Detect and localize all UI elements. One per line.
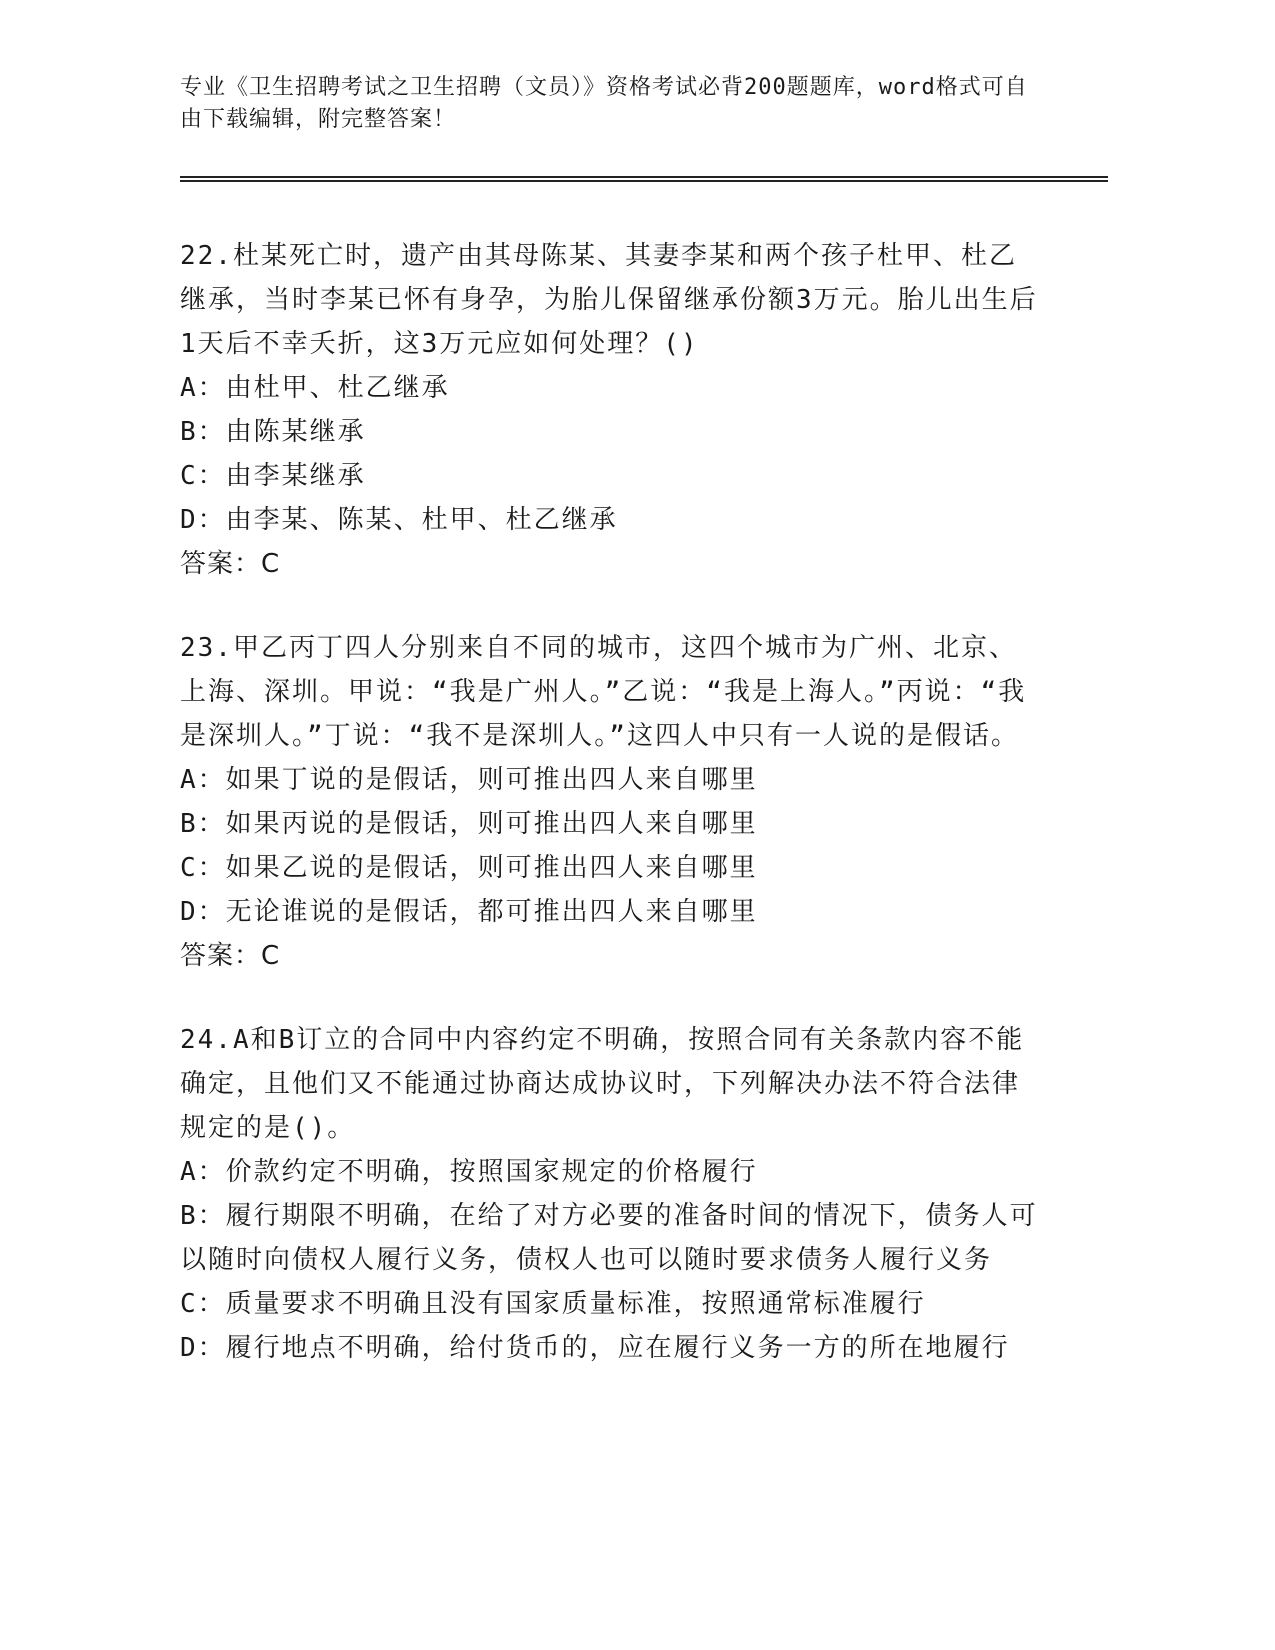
option-a: A：如果丁说的是假话，则可推出四人来自哪里 — [180, 765, 758, 795]
answer-line: 答案：C — [180, 549, 281, 579]
option-d: D：由李某、陈某、杜甲、杜乙继承 — [180, 505, 618, 535]
question-22 — [180, 234, 1040, 586]
answer-line: 答案：C — [180, 941, 281, 971]
question-stem: 23.甲乙丙丁四人分别来自不同的城市，这四个城市为广州、北京、上海、深圳。甲说：“我是广州人。”乙说：“我是上海人。”丙说：“我是深圳人。”丁说：“我不是深圳人。”这四人中只有一人说的是假话。 — [180, 633, 1027, 751]
option-b: B：由陈某继承 — [180, 417, 366, 447]
question-stem: 22.杜某死亡时，遗产由其母陈某、其妻李某和两个孩子杜甲、杜乙继承，当时李某已怀有身孕，为胎儿保留继承份额3万元。胎儿出生后1天后不幸夭折，这3万元应如何处理？() — [180, 241, 1038, 359]
option-a: A：价款约定不明确，按照国家规定的价格履行 — [180, 1157, 758, 1187]
option-b: B：履行期限不明确，在给了对方必要的准备时间的情况下，债务人可以随时向债权人履行义务，债权人也可以随时要求债务人履行义务 — [180, 1201, 1038, 1275]
document-page — [180, 72, 1110, 1370]
option-b: B：如果丙说的是假话，则可推出四人来自哪里 — [180, 809, 758, 839]
header-divider — [180, 176, 1108, 182]
option-c: C：如果乙说的是假话，则可推出四人来自哪里 — [180, 853, 758, 883]
document-intro: 专业《卫生招聘考试之卫生招聘（文员）》资格考试必背200题题库，word格式可自由下载编辑，附完整答案！ — [180, 75, 1028, 132]
option-a: A：由杜甲、杜乙继承 — [180, 373, 450, 403]
question-23 — [180, 626, 1040, 978]
question-24 — [180, 1018, 1040, 1370]
option-c: C：由李某继承 — [180, 461, 366, 491]
option-d: D：无论谁说的是假话，都可推出四人来自哪里 — [180, 897, 758, 927]
option-d: D：履行地点不明确，给付货币的，应在履行义务一方的所在地履行 — [180, 1333, 1010, 1363]
option-c: C：质量要求不明确且没有国家质量标准，按照通常标准履行 — [180, 1289, 926, 1319]
question-stem: 24.A和B订立的合同中内容约定不明确，按照合同有关条款内容不能确定，且他们又不能通过协商达成协议时，下列解决办法不符合法律规定的是()。 — [180, 1025, 1025, 1143]
